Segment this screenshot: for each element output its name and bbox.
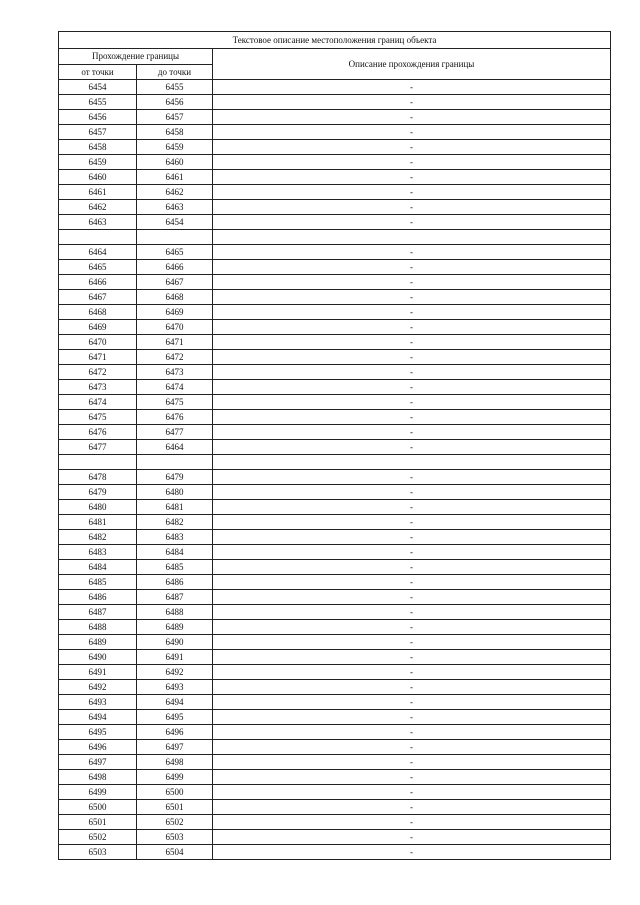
from-point-cell: 6493 <box>59 695 137 710</box>
description-cell: - <box>213 665 611 680</box>
description-cell: - <box>213 110 611 125</box>
from-point-cell: 6499 <box>59 785 137 800</box>
description-cell: - <box>213 440 611 455</box>
from-point-cell: 6484 <box>59 560 137 575</box>
table-header <box>59 32 611 80</box>
to-point-cell: 6499 <box>137 770 213 785</box>
table-title-row <box>59 32 611 49</box>
from-point-cell: 6463 <box>59 215 137 230</box>
to-point-cell: 6481 <box>137 500 213 515</box>
from-point-cell: 6466 <box>59 275 137 290</box>
from-point-cell: 6488 <box>59 620 137 635</box>
table-row <box>59 845 611 860</box>
table-gap-row <box>59 455 611 470</box>
table-body <box>59 80 611 860</box>
from-point-cell: 6501 <box>59 815 137 830</box>
description-cell: - <box>213 350 611 365</box>
description-cell: - <box>213 215 611 230</box>
description-cell: - <box>213 410 611 425</box>
description-cell: - <box>213 290 611 305</box>
to-point-cell: 6487 <box>137 590 213 605</box>
from-point-cell: 6465 <box>59 260 137 275</box>
description-cell: - <box>213 740 611 755</box>
to-point-cell: 6498 <box>137 755 213 770</box>
to-point-cell: 6503 <box>137 830 213 845</box>
description-cell: - <box>213 620 611 635</box>
table-row <box>59 770 611 785</box>
header-passage: Прохождение границы <box>59 49 213 65</box>
description-cell: - <box>213 425 611 440</box>
to-point-cell: 6500 <box>137 785 213 800</box>
description-cell: - <box>213 275 611 290</box>
to-point-cell: 6456 <box>137 95 213 110</box>
description-cell: - <box>213 395 611 410</box>
from-point-cell: 6479 <box>59 485 137 500</box>
gap-cell-to <box>137 455 213 470</box>
to-point-cell: 6496 <box>137 725 213 740</box>
to-point-cell: 6475 <box>137 395 213 410</box>
description-cell: - <box>213 605 611 620</box>
from-point-cell: 6491 <box>59 665 137 680</box>
from-point-cell: 6481 <box>59 515 137 530</box>
table-row <box>59 215 611 230</box>
table-row <box>59 410 611 425</box>
table-row <box>59 560 611 575</box>
from-point-cell: 6462 <box>59 200 137 215</box>
table-row <box>59 380 611 395</box>
to-point-cell: 6458 <box>137 125 213 140</box>
from-point-cell: 6498 <box>59 770 137 785</box>
header-from-point: от точки <box>59 65 137 80</box>
to-point-cell: 6477 <box>137 425 213 440</box>
to-point-cell: 6492 <box>137 665 213 680</box>
gap-cell-desc <box>213 455 611 470</box>
description-cell: - <box>213 755 611 770</box>
table-row <box>59 605 611 620</box>
table-row <box>59 545 611 560</box>
description-cell: - <box>213 500 611 515</box>
to-point-cell: 6454 <box>137 215 213 230</box>
table-row <box>59 800 611 815</box>
to-point-cell: 6463 <box>137 200 213 215</box>
table-row <box>59 500 611 515</box>
from-point-cell: 6500 <box>59 800 137 815</box>
description-cell: - <box>213 245 611 260</box>
description-cell: - <box>213 560 611 575</box>
gap-cell-desc <box>213 230 611 245</box>
table-row <box>59 155 611 170</box>
description-cell: - <box>213 650 611 665</box>
from-point-cell: 6487 <box>59 605 137 620</box>
table-row <box>59 815 611 830</box>
description-cell: - <box>213 260 611 275</box>
table-row <box>59 140 611 155</box>
table-row <box>59 620 611 635</box>
header-to-point: до точки <box>137 65 213 80</box>
from-point-cell: 6492 <box>59 680 137 695</box>
from-point-cell: 6461 <box>59 185 137 200</box>
table-row <box>59 185 611 200</box>
description-cell: - <box>213 185 611 200</box>
description-cell: - <box>213 680 611 695</box>
to-point-cell: 6462 <box>137 185 213 200</box>
from-point-cell: 6483 <box>59 545 137 560</box>
table-row <box>59 260 611 275</box>
table-row <box>59 395 611 410</box>
description-cell: - <box>213 710 611 725</box>
table-gap-row <box>59 230 611 245</box>
table-row <box>59 200 611 215</box>
from-point-cell: 6468 <box>59 305 137 320</box>
from-point-cell: 6464 <box>59 245 137 260</box>
from-point-cell: 6482 <box>59 530 137 545</box>
header-row-1 <box>59 49 611 65</box>
table-row <box>59 335 611 350</box>
from-point-cell: 6469 <box>59 320 137 335</box>
table-row <box>59 650 611 665</box>
description-cell: - <box>213 95 611 110</box>
from-point-cell: 6476 <box>59 425 137 440</box>
to-point-cell: 6476 <box>137 410 213 425</box>
table-row <box>59 125 611 140</box>
description-cell: - <box>213 815 611 830</box>
to-point-cell: 6493 <box>137 680 213 695</box>
to-point-cell: 6457 <box>137 110 213 125</box>
description-cell: - <box>213 545 611 560</box>
from-point-cell: 6473 <box>59 380 137 395</box>
description-cell: - <box>213 530 611 545</box>
from-point-cell: 6480 <box>59 500 137 515</box>
table-row <box>59 590 611 605</box>
to-point-cell: 6497 <box>137 740 213 755</box>
boundary-table <box>58 31 611 860</box>
from-point-cell: 6496 <box>59 740 137 755</box>
description-cell: - <box>213 125 611 140</box>
table-title: Текстовое описание местоположения границ объекта <box>59 32 611 49</box>
to-point-cell: 6483 <box>137 530 213 545</box>
table-row <box>59 365 611 380</box>
table-row <box>59 530 611 545</box>
description-cell: - <box>213 725 611 740</box>
to-point-cell: 6494 <box>137 695 213 710</box>
to-point-cell: 6471 <box>137 335 213 350</box>
to-point-cell: 6482 <box>137 515 213 530</box>
table-row <box>59 665 611 680</box>
table-row <box>59 425 611 440</box>
description-cell: - <box>213 155 611 170</box>
to-point-cell: 6468 <box>137 290 213 305</box>
description-cell: - <box>213 80 611 95</box>
from-point-cell: 6485 <box>59 575 137 590</box>
to-point-cell: 6473 <box>137 365 213 380</box>
gap-cell-from <box>59 230 137 245</box>
to-point-cell: 6464 <box>137 440 213 455</box>
to-point-cell: 6467 <box>137 275 213 290</box>
to-point-cell: 6469 <box>137 305 213 320</box>
table-row <box>59 245 611 260</box>
to-point-cell: 6479 <box>137 470 213 485</box>
table-row <box>59 110 611 125</box>
to-point-cell: 6460 <box>137 155 213 170</box>
description-cell: - <box>213 335 611 350</box>
to-point-cell: 6504 <box>137 845 213 860</box>
description-cell: - <box>213 380 611 395</box>
to-point-cell: 6495 <box>137 710 213 725</box>
from-point-cell: 6472 <box>59 365 137 380</box>
description-cell: - <box>213 200 611 215</box>
table-row <box>59 485 611 500</box>
from-point-cell: 6495 <box>59 725 137 740</box>
gap-cell-from <box>59 455 137 470</box>
table-row <box>59 635 611 650</box>
to-point-cell: 6480 <box>137 485 213 500</box>
from-point-cell: 6460 <box>59 170 137 185</box>
header-description: Описание прохождения границы <box>213 49 611 80</box>
to-point-cell: 6489 <box>137 620 213 635</box>
to-point-cell: 6491 <box>137 650 213 665</box>
table-row <box>59 275 611 290</box>
table-row <box>59 695 611 710</box>
description-cell: - <box>213 830 611 845</box>
to-point-cell: 6501 <box>137 800 213 815</box>
description-cell: - <box>213 470 611 485</box>
from-point-cell: 6503 <box>59 845 137 860</box>
to-point-cell: 6455 <box>137 80 213 95</box>
to-point-cell: 6461 <box>137 170 213 185</box>
table-row <box>59 305 611 320</box>
from-point-cell: 6467 <box>59 290 137 305</box>
table-row <box>59 515 611 530</box>
from-point-cell: 6497 <box>59 755 137 770</box>
table-row <box>59 830 611 845</box>
description-cell: - <box>213 485 611 500</box>
description-cell: - <box>213 695 611 710</box>
table-row <box>59 440 611 455</box>
table-row <box>59 725 611 740</box>
table-row <box>59 710 611 725</box>
description-cell: - <box>213 575 611 590</box>
table-row <box>59 470 611 485</box>
to-point-cell: 6470 <box>137 320 213 335</box>
from-point-cell: 6455 <box>59 95 137 110</box>
table-row <box>59 680 611 695</box>
from-point-cell: 6471 <box>59 350 137 365</box>
description-cell: - <box>213 590 611 605</box>
to-point-cell: 6465 <box>137 245 213 260</box>
from-point-cell: 6489 <box>59 635 137 650</box>
from-point-cell: 6475 <box>59 410 137 425</box>
description-cell: - <box>213 800 611 815</box>
from-point-cell: 6502 <box>59 830 137 845</box>
table-row <box>59 95 611 110</box>
description-cell: - <box>213 515 611 530</box>
to-point-cell: 6502 <box>137 815 213 830</box>
to-point-cell: 6490 <box>137 635 213 650</box>
table-row <box>59 575 611 590</box>
description-cell: - <box>213 635 611 650</box>
table-row <box>59 755 611 770</box>
from-point-cell: 6478 <box>59 470 137 485</box>
table-row <box>59 740 611 755</box>
table-row <box>59 320 611 335</box>
description-cell: - <box>213 170 611 185</box>
from-point-cell: 6474 <box>59 395 137 410</box>
from-point-cell: 6494 <box>59 710 137 725</box>
from-point-cell: 6459 <box>59 155 137 170</box>
description-cell: - <box>213 140 611 155</box>
from-point-cell: 6490 <box>59 650 137 665</box>
from-point-cell: 6470 <box>59 335 137 350</box>
from-point-cell: 6486 <box>59 590 137 605</box>
table-row <box>59 170 611 185</box>
from-point-cell: 6456 <box>59 110 137 125</box>
to-point-cell: 6474 <box>137 380 213 395</box>
to-point-cell: 6486 <box>137 575 213 590</box>
description-cell: - <box>213 305 611 320</box>
description-cell: - <box>213 785 611 800</box>
to-point-cell: 6459 <box>137 140 213 155</box>
to-point-cell: 6466 <box>137 260 213 275</box>
table-row <box>59 290 611 305</box>
to-point-cell: 6485 <box>137 560 213 575</box>
from-point-cell: 6457 <box>59 125 137 140</box>
to-point-cell: 6472 <box>137 350 213 365</box>
to-point-cell: 6484 <box>137 545 213 560</box>
table-row <box>59 350 611 365</box>
to-point-cell: 6488 <box>137 605 213 620</box>
from-point-cell: 6454 <box>59 80 137 95</box>
from-point-cell: 6458 <box>59 140 137 155</box>
description-cell: - <box>213 365 611 380</box>
table-row <box>59 80 611 95</box>
description-cell: - <box>213 845 611 860</box>
table-row <box>59 785 611 800</box>
description-cell: - <box>213 320 611 335</box>
from-point-cell: 6477 <box>59 440 137 455</box>
description-cell: - <box>213 770 611 785</box>
gap-cell-to <box>137 230 213 245</box>
